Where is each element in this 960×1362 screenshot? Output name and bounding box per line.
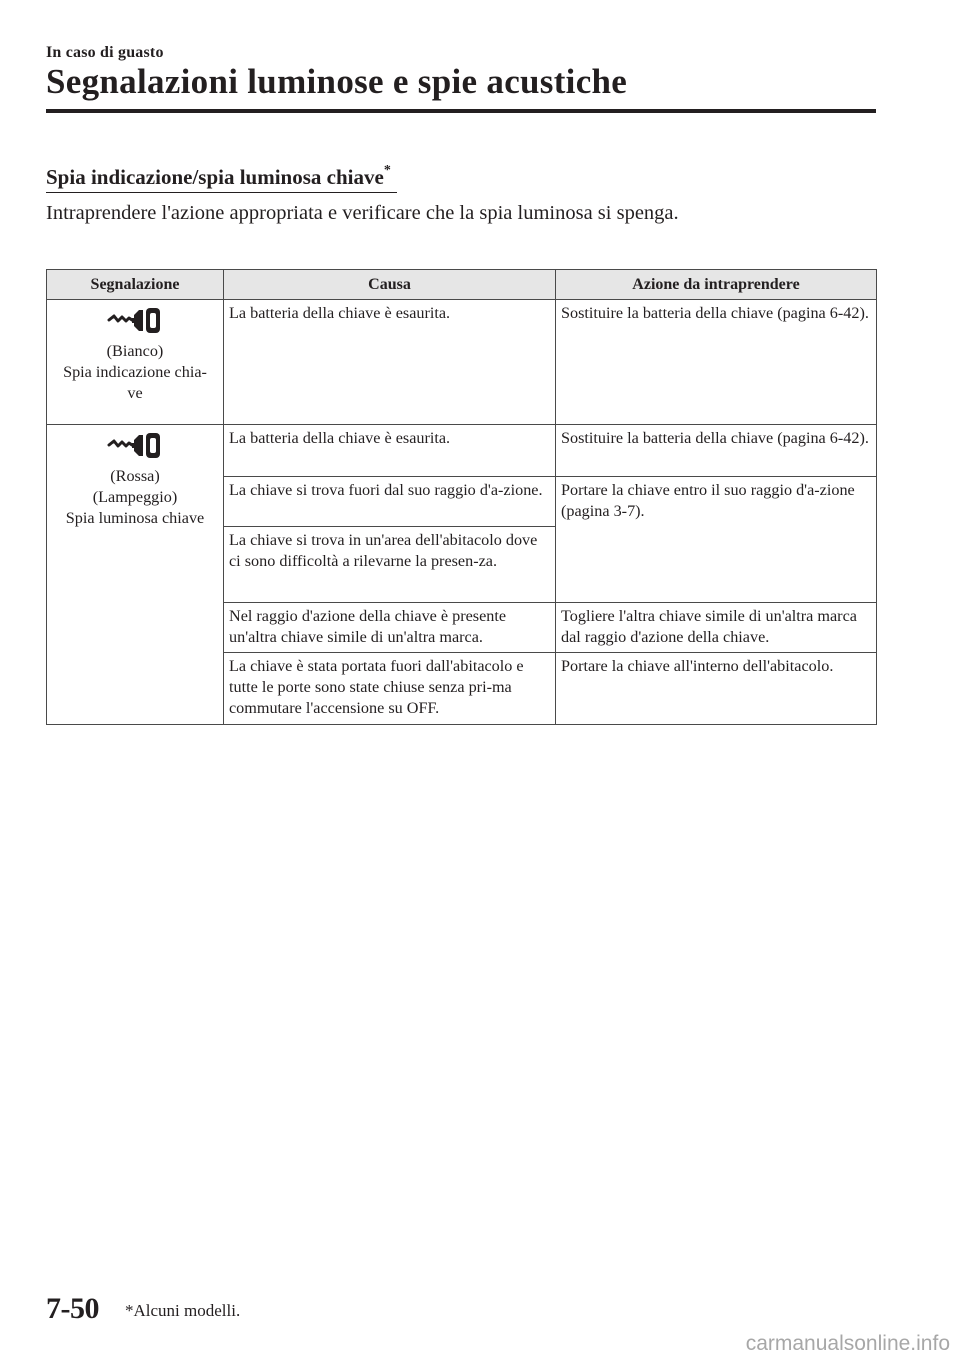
action-cell: Togliere l'altra chiave simile di un'altra marca dal raggio d'azione della chiave. — [556, 603, 877, 653]
key-indicator-icon — [107, 303, 163, 337]
table-row — [47, 425, 877, 477]
section-title — [46, 165, 397, 193]
column-header-signal: Segnalazione — [47, 270, 224, 300]
signal-color: (Bianco) — [106, 342, 164, 360]
action-cell: Portare la chiave entro il suo raggio d'a-zione (pagina 3-7). — [556, 477, 877, 603]
section-title-text: Spia indicazione/spia luminosa chiave — [46, 165, 384, 189]
some-models-marker: * — [383, 163, 391, 178]
action-cell: Portare la chiave all'interno dell'abitacolo. — [556, 653, 877, 725]
intro-text: Intraprendere l'azione appropriata e verificare che la spia luminosa si spenga. — [46, 202, 679, 224]
chapter-label: In caso di guasto — [46, 44, 164, 61]
page-number: 7-50 — [46, 1292, 99, 1325]
cause-cell: La chiave è stata portata fuori dall'abitacolo e tutte le porte sono state chiuse senza pri-ma commutare l'accensione su OFF. — [224, 653, 556, 725]
cause-cell: La chiave si trova fuori dal suo raggio d'a-zione. — [224, 477, 556, 527]
key-indicator-icon — [107, 428, 163, 462]
watermark: carmanualsonline.info — [745, 1332, 950, 1355]
column-header-action: Azione da intraprendere — [556, 270, 877, 300]
cause-cell: Nel raggio d'azione della chiave è presente un'altra chiave simile di un'altra marca. — [224, 603, 556, 653]
page-title: Segnalazioni luminose e spie acustiche — [46, 62, 628, 101]
warning-table — [46, 269, 877, 725]
signal-mode: (Lampeggio) — [92, 488, 178, 506]
cause-cell: La chiave si trova in un'area dell'abitacolo dove ci sono difficoltà a rilevarne la presen-za. — [224, 527, 556, 603]
table-row — [47, 300, 877, 425]
column-header-cause: Causa — [224, 270, 556, 300]
header-rule — [46, 109, 876, 113]
signal-name-continued: ve — [127, 384, 143, 402]
signal-cell-white — [47, 300, 224, 425]
footnote: *Alcuni modelli. — [125, 1301, 241, 1320]
action-cell: Sostituire la batteria della chiave (pagina 6-42). — [556, 300, 877, 425]
action-cell: Sostituire la batteria della chiave (pagina 6-42). — [556, 425, 877, 477]
cause-cell: La batteria della chiave è esaurita. — [224, 300, 556, 425]
signal-name: Spia luminosa chiave — [65, 509, 205, 527]
cause-cell: La batteria della chiave è esaurita. — [224, 425, 556, 477]
signal-name: Spia indicazione chia- — [63, 363, 207, 381]
signal-cell-red — [47, 425, 224, 725]
signal-color: (Rossa) — [110, 467, 160, 485]
table-header-row — [47, 270, 877, 300]
